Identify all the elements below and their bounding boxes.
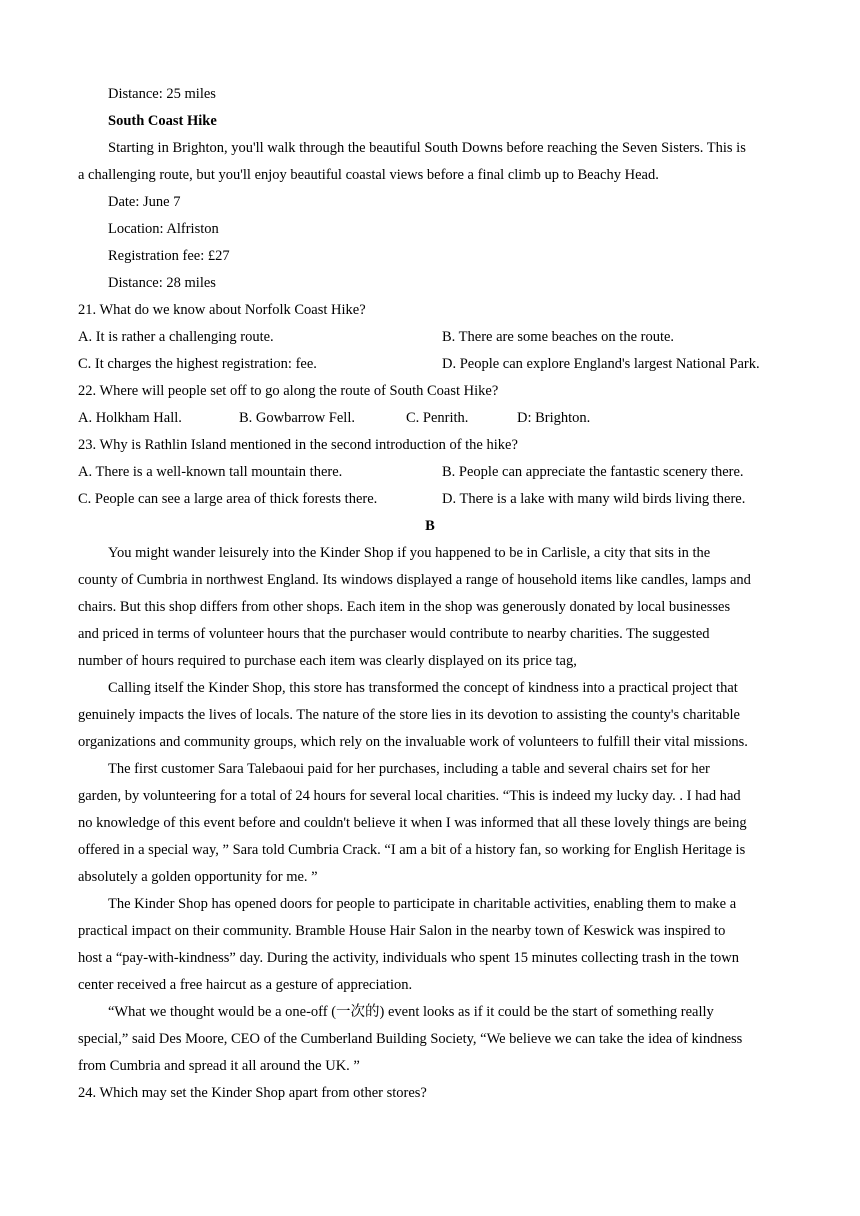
question-23-options-row (78, 486, 798, 513)
paragraph-line: You might wander leisurely into the Kinder Shop if you happened to be in Carlisle, a city that sits in the (108, 545, 711, 561)
paragraph-line: county of Cumbria in northwest England. Its windows displayed a range of household items like candles, lamps and (78, 572, 751, 588)
question-23-option-d: D. There is a lake with many wild birds living there. (442, 491, 746, 507)
paragraph-line: “What we thought would be a one-off (一次的) event looks as if it could be the start of something really (108, 1004, 714, 1020)
question-21-options-row (78, 351, 798, 378)
south-coast-location: Location: Alfriston (108, 221, 219, 237)
south-coast-desc-line: a challenging route, but you'll enjoy beautiful coastal views before a final climb up to Beachy Head. (78, 167, 659, 183)
paragraph-line: no knowledge of this event before and couldn't believe it when I was informed that all these lovely things are being (78, 815, 747, 831)
paragraph-line: and priced in terms of volunteer hours that the purchaser would contribute to nearby charities. The suggested (78, 626, 710, 642)
question-21-option-b: B. There are some beaches on the route. (442, 329, 675, 345)
paragraph-line: The Kinder Shop has opened doors for people to participate in charitable activities, enabling them to make a (108, 896, 737, 912)
question-21-option-c: C. It charges the highest registration: fee. (78, 356, 317, 372)
paragraph-line: number of hours required to purchase each item was clearly displayed on its price tag, (78, 653, 577, 669)
question-22-option-c: C. Penrith. (406, 410, 469, 426)
question-23-option-c: C. People can see a large area of thick forests there. (78, 491, 378, 507)
paragraph-line: special,” said Des Moore, CEO of the Cumberland Building Society, “We believe we can take the idea of kindness (78, 1031, 743, 1047)
question-21-options-row (78, 324, 798, 351)
question-24-stem: 24. Which may set the Kinder Shop apart from other stores? (78, 1085, 427, 1101)
question-22-stem: 22. Where will people set off to go along the route of South Coast Hike? (78, 383, 499, 399)
question-23-stem: 23. Why is Rathlin Island mentioned in the second introduction of the hike? (78, 437, 518, 453)
section-b-heading: B (425, 518, 435, 534)
paragraph-line: The first customer Sara Talebaoui paid for her purchases, including a table and several chairs set for her (108, 761, 710, 777)
question-22-option-a: A. Holkham Hall. (78, 410, 182, 426)
question-23-options-row (78, 459, 798, 486)
paragraph-line: genuinely impacts the lives of locals. The nature of the store lies in its devotion to assisting the county's charitable (78, 707, 740, 723)
paragraph-line: from Cumbria and spread it all around the UK. ” (78, 1058, 360, 1074)
question-22-option-d: D: Brighton. (517, 410, 591, 426)
question-21-stem: 21. What do we know about Norfolk Coast Hike? (78, 302, 366, 318)
paragraph-line: offered in a special way, ” Sara told Cumbria Crack. “I am a bit of a history fan, so working for English Heritage is (78, 842, 746, 858)
paragraph-line: practical impact on their community. Bramble House Hair Salon in the nearby town of Keswick was inspired to (78, 923, 726, 939)
paragraph-line: absolutely a golden opportunity for me. ” (78, 869, 318, 885)
paragraph-line: center received a free haircut as a gesture of appreciation. (78, 977, 413, 993)
south-coast-title: South Coast Hike (108, 113, 217, 129)
paragraph-line: host a “pay-with-kindness” day. During the activity, individuals who spent 15 minutes collecting trash in the town (78, 950, 739, 966)
paragraph-line: organizations and community groups, which rely on the invaluable work of volunteers to fulfill their vital missions. (78, 734, 748, 750)
south-coast-fee: Registration fee: £27 (108, 248, 230, 264)
paragraph-line: garden, by volunteering for a total of 24 hours for several local charities. “This is indeed my lucky day. . I had had (78, 788, 741, 804)
south-coast-distance: Distance: 28 miles (108, 275, 216, 291)
question-23-option-b: B. People can appreciate the fantastic scenery there. (442, 464, 744, 480)
norfolk-distance: Distance: 25 miles (108, 86, 216, 102)
question-21-option-d: D. People can explore England's largest National Park. (442, 356, 760, 372)
paragraph-line: chairs. But this shop differs from other shops. Each item in the shop was generously donated by local businesses (78, 599, 731, 615)
question-23-option-a: A. There is a well-known tall mountain there. (78, 464, 343, 480)
south-coast-desc-line: Starting in Brighton, you'll walk through the beautiful South Downs before reaching the Seven Sisters. This is (108, 140, 746, 156)
paragraph-line: Calling itself the Kinder Shop, this store has transformed the concept of kindness into a practical project that (108, 680, 738, 696)
question-21-option-a: A. It is rather a challenging route. (78, 329, 274, 345)
south-coast-date: Date: June 7 (108, 194, 181, 210)
question-22-option-b: B. Gowbarrow Fell. (239, 410, 355, 426)
